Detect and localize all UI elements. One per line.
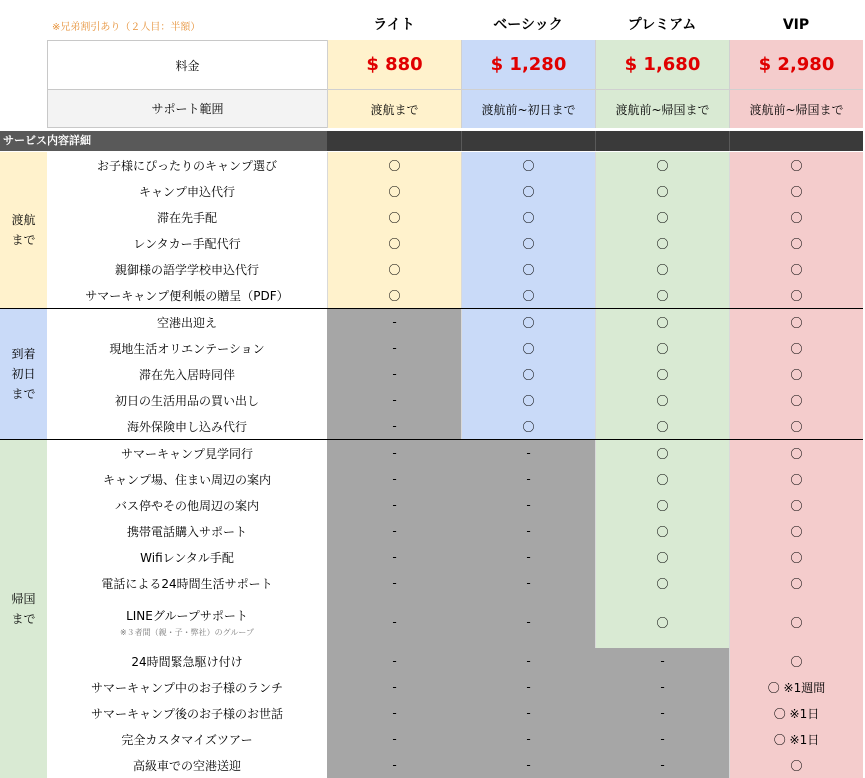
table-row [47,466,863,492]
row-label [47,492,327,518]
plan-availability-cell: - [327,752,461,778]
plan-availability-cell: 〇 [461,387,595,413]
plan-availability-cell: 〇 [729,492,863,518]
plan-availability-cell: 〇 [461,230,595,256]
support-range-label: サポート範囲 [47,89,328,128]
table-row [47,752,863,778]
plan-availability-cell: 〇 [595,335,729,361]
plan-availability-cell: 〇 [595,204,729,230]
table-row [47,674,863,700]
service-details-title: サービス内容詳細 [3,134,91,147]
plan-availability-cell: 〇 [595,309,729,335]
row-label [47,282,327,308]
plan-availability-cell: 〇 [327,230,461,256]
plan-availability-cell: 〇 [729,544,863,570]
row-label-text: 高級車での空港送迎 [132,758,241,773]
table-row [47,152,863,178]
plan-availability-cell: 〇 [595,152,729,178]
row-label [47,648,327,674]
plan-availability-cell: - [461,596,595,648]
plan-availability-cell: 〇 [327,178,461,204]
plan-availability-cell: - [327,492,461,518]
plan-availability-cell: - [327,309,461,335]
plan-availability-cell: 〇 [595,230,729,256]
plan-availability-cell: 〇 [461,256,595,282]
plan-availability-cell: 〇 [595,466,729,492]
plan-availability-cell: 〇 [461,178,595,204]
table-row [47,413,863,439]
plan-availability-cell: 〇 [595,518,729,544]
table-row [47,596,863,648]
row-label [47,178,327,204]
plan-availability-cell: - [461,648,595,674]
plan-availability-cell: 〇 [595,178,729,204]
plan-availability-cell: - [461,726,595,752]
row-label-text: 電話による24時間生活サポート [101,576,273,591]
table-row [47,570,863,596]
row-label [47,387,327,413]
sibling-discount-note: ※兄弟割引あり（２人目：半額） [52,22,201,33]
plan-support-range: 渡航前~初日まで [461,89,595,128]
plan-availability-cell: - [327,387,461,413]
plan-availability-cell: - [327,674,461,700]
plan-availability-cell: 〇 [729,282,863,308]
plan-price: $ 1,680 [595,40,729,89]
plan-availability-cell: 〇 [729,387,863,413]
row-label [47,440,327,466]
plan-availability-cell: - [327,596,461,648]
table-row [47,282,863,308]
row-label-text: 空港出迎え [156,315,217,330]
plan-availability-cell: 〇 [595,256,729,282]
row-label-text: サマーキャンプ後のお子様のお世話 [90,706,283,721]
plan-availability-cell: 〇 [729,440,863,466]
row-label [47,700,327,726]
plan-availability-cell: - [327,726,461,752]
table-row [47,544,863,570]
plan-availability-cell: 〇 [729,256,863,282]
table-row [47,700,863,726]
table-row [47,518,863,544]
row-label [47,674,327,700]
plan-availability-cell: 〇 [461,282,595,308]
plan-availability-cell: - [461,466,595,492]
plan-availability-cell: 〇 ※1日 [729,700,863,726]
plan-availability-cell: 〇 [461,204,595,230]
plan-availability-cell: - [461,674,595,700]
row-label [47,596,327,648]
plan-support-range: 渡航前~帰国まで [729,89,863,128]
row-label [47,752,327,778]
table-row [47,726,863,752]
plan-price: $ 880 [327,40,461,89]
plan-availability-cell: 〇 [595,544,729,570]
row-label-text: お子様にぴったりのキャンプ選び [96,158,277,173]
group-label: 到着 初日 まで [0,309,47,439]
plan-availability-cell: - [461,544,595,570]
plan-availability-cell: - [595,752,729,778]
row-label-text: 滞在先手配 [156,210,217,225]
plan-availability-cell: 〇 [729,309,863,335]
row-label [47,230,327,256]
plan-availability-cell: 〇 [595,570,729,596]
table-row [47,335,863,361]
table-row [47,309,863,335]
plan-price: $ 2,980 [729,40,863,89]
plan-price: $ 1,280 [461,40,595,89]
plan-availability-cell: 〇 [729,413,863,439]
plan-availability-cell: 〇 [461,309,595,335]
row-label-text: キャンプ申込代行 [138,184,235,199]
plan-availability-cell: 〇 [595,492,729,518]
plan-availability-cell: 〇 [595,282,729,308]
table-row [47,361,863,387]
row-label [47,466,327,492]
row-label-text: 携帯電話購入サポート [126,524,247,539]
plan-availability-cell: - [327,335,461,361]
table-row [47,648,863,674]
row-label-text: キャンプ場、住まい周辺の案内 [102,472,271,487]
row-label-text: バス停やその他周辺の案内 [114,498,259,513]
table-row [47,230,863,256]
plan-support-range: 渡航まで [327,89,461,128]
row-label-text: LINEグループサポート [126,608,248,623]
table-row [47,204,863,230]
plan-availability-cell: - [327,440,461,466]
plan-availability-cell: 〇 ※1週間 [729,674,863,700]
group-label: 渡航 まで [0,152,47,308]
row-label-text: 滞在先入居時同伴 [138,367,235,382]
plan-availability-cell: 〇 [729,648,863,674]
plan-availability-cell: - [461,752,595,778]
plan-availability-cell: 〇 [729,752,863,778]
row-label-text: Wifiレンタル手配 [140,550,234,565]
plan-availability-cell: 〇 [461,335,595,361]
row-label [47,309,327,335]
plan-availability-cell: 〇 [327,256,461,282]
plan-availability-cell: 〇 [729,596,863,648]
plan-availability-cell: 〇 [595,413,729,439]
row-label-text: 海外保険申し込み代行 [126,419,247,434]
group-label: 帰国 まで [0,440,47,778]
plan-support-range: 渡航前~帰国まで [595,89,729,128]
row-label-text: サマーキャンプ見学同行 [120,446,253,461]
plan-availability-cell: 〇 [729,335,863,361]
plan-availability-cell: 〇 [729,178,863,204]
row-label [47,256,327,282]
plan-availability-cell: - [461,518,595,544]
table-row [47,178,863,204]
row-label [47,518,327,544]
plan-availability-cell: 〇 [729,466,863,492]
plan-availability-cell: 〇 [595,361,729,387]
plan-availability-cell: 〇 [461,361,595,387]
plan-availability-cell: 〇 [595,387,729,413]
plan-availability-cell: - [327,700,461,726]
plan-availability-cell: - [461,440,595,466]
plan-availability-cell: - [595,726,729,752]
plan-name: VIP [782,17,810,33]
row-label-text: 初日の生活用品の買い出し [114,393,259,408]
plan-availability-cell: 〇 [327,204,461,230]
plan-availability-cell: - [327,648,461,674]
row-label [47,726,327,752]
row-label-text: 親御様の語学学校申込代行 [114,262,259,277]
plan-availability-cell: - [327,518,461,544]
row-label [47,335,327,361]
plan-availability-cell: 〇 [461,413,595,439]
row-label [47,361,327,387]
plan-availability-cell: 〇 [461,152,595,178]
plan-availability-cell: 〇 [327,152,461,178]
plan-name: ライト [373,17,415,33]
price-label: 料金 [47,40,328,90]
plan-availability-cell: 〇 [729,152,863,178]
plan-availability-cell: 〇 [729,230,863,256]
plan-availability-cell: - [595,700,729,726]
plan-availability-cell: - [595,674,729,700]
plan-availability-cell: - [327,466,461,492]
plan-name: ベーシック [493,17,563,33]
row-label [47,152,327,178]
plan-availability-cell: 〇 [729,570,863,596]
service-details-header [0,131,863,151]
plan-availability-cell: 〇 [729,204,863,230]
plan-availability-cell: - [595,648,729,674]
row-label-text: レンタカー手配代行 [133,236,241,251]
table-row [47,256,863,282]
table-row [47,387,863,413]
plan-availability-cell: - [461,570,595,596]
plan-availability-cell: - [327,413,461,439]
row-label-text: サマーキャンプ中のお子様のランチ [90,680,283,695]
plan-availability-cell: 〇 [327,282,461,308]
row-label [47,204,327,230]
plan-availability-cell: 〇 [595,596,729,648]
row-label-text: 完全カスタマイズツアー [121,732,253,747]
table-row [47,492,863,518]
plan-availability-cell: 〇 [729,361,863,387]
plan-availability-cell: - [461,700,595,726]
row-label-text: 24時間緊急駆け付け [131,654,243,669]
row-label-note: ※３者間（親・子・弊社）のグループ [119,627,255,637]
table-row [47,440,863,466]
row-label [47,413,327,439]
plan-availability-cell: - [327,570,461,596]
plan-availability-cell: - [327,361,461,387]
row-label [47,544,327,570]
plan-availability-cell: - [461,492,595,518]
plan-availability-cell: 〇 [595,440,729,466]
row-label-text: 現地生活オリエンテーション [109,341,265,356]
row-label-text: サマーキャンプ便利帳の贈呈（PDF） [85,288,289,303]
row-label [47,570,327,596]
plan-availability-cell: 〇 [729,518,863,544]
plan-name: プレミアム [627,17,697,33]
plan-availability-cell: 〇 ※1日 [729,726,863,752]
plan-availability-cell: - [327,544,461,570]
